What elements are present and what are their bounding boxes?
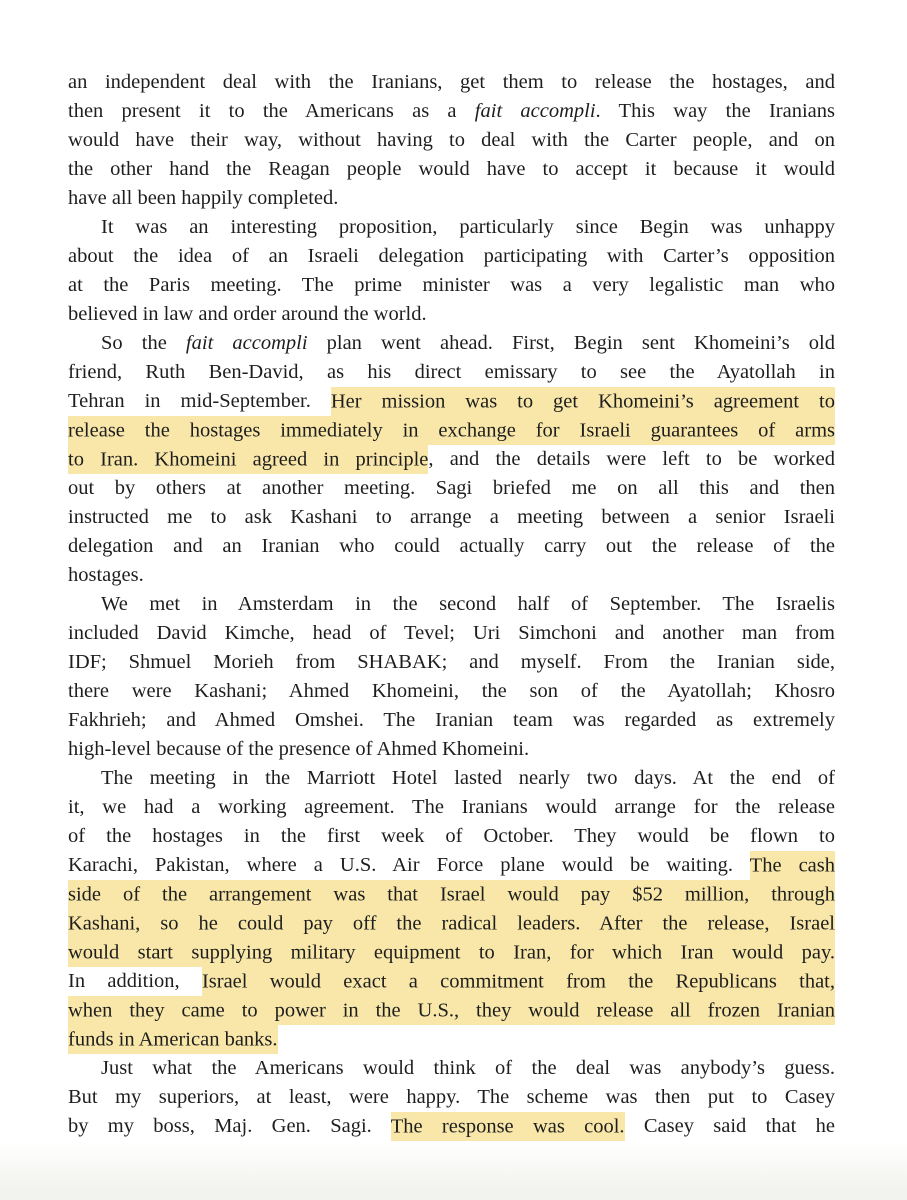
paragraph bbox=[68, 590, 835, 764]
text-line bbox=[68, 1112, 835, 1141]
highlighted-text: Israel would exact a commitment from the Republicans that, bbox=[202, 967, 835, 996]
text-line bbox=[68, 126, 835, 155]
text-line bbox=[68, 503, 835, 532]
text-line bbox=[68, 387, 835, 416]
text-segment: at the Paris meeting. The prime minister was a very legalistic man who bbox=[68, 274, 835, 296]
text-line bbox=[68, 909, 835, 938]
text-segment: Tehran in mid-September. bbox=[68, 390, 331, 412]
text-line bbox=[68, 764, 835, 793]
text-line bbox=[68, 677, 835, 706]
text-segment: We met in Amsterdam in the second half of September. The Israelis bbox=[101, 593, 835, 615]
text-segment: Karachi, Pakistan, where a U.S. Air Force plane would be waiting. bbox=[68, 854, 750, 876]
text-segment: delegation and an Iranian who could actually carry out the release of the bbox=[68, 535, 835, 557]
text-segment: IDF; Shmuel Morieh from SHABAK; and myself. From the Iranian side, bbox=[68, 651, 835, 673]
text-line bbox=[68, 329, 835, 358]
paragraph bbox=[68, 68, 835, 213]
text-segment: high-level because of the presence of Ahmed Khomeini. bbox=[68, 738, 530, 760]
text-line bbox=[68, 793, 835, 822]
highlighted-text: release the hostages immediately in exchange for Israeli guarantees of arms bbox=[68, 416, 835, 445]
paragraph bbox=[68, 329, 835, 590]
highlighted-text: The response was cool. bbox=[391, 1112, 625, 1141]
text-segment: So the bbox=[101, 332, 186, 354]
text-segment: Fakhrieh; and Ahmed Omshei. The Iranian team was regarded as extremely bbox=[68, 709, 835, 731]
highlighted-text: The cash bbox=[750, 851, 835, 880]
text-line bbox=[68, 561, 835, 590]
text-line bbox=[68, 358, 835, 387]
text-segment: hostages. bbox=[68, 564, 144, 586]
text-line bbox=[68, 155, 835, 184]
text-line bbox=[68, 938, 835, 967]
highlighted-text: to Iran. Khomeini agreed in principle bbox=[68, 445, 428, 474]
text-line bbox=[68, 416, 835, 445]
text-segment: have all been happily completed. bbox=[68, 187, 339, 209]
text-line bbox=[68, 1083, 835, 1112]
text-segment: The meeting in the Marriott Hotel lasted nearly two days. At the end of bbox=[101, 767, 835, 789]
text-segment: believed in law and order around the world. bbox=[68, 303, 427, 325]
highlighted-text: side of the arrangement was that Israel would pay $52 million, through bbox=[68, 880, 835, 909]
text-segment: Casey said that he bbox=[624, 1115, 835, 1137]
text-line bbox=[68, 619, 835, 648]
text-segment: In addition, bbox=[68, 970, 202, 992]
text-line bbox=[68, 735, 835, 764]
text-line bbox=[68, 242, 835, 271]
text-line bbox=[68, 445, 835, 474]
text-segment: it, we had a working agreement. The Iranians would arrange for the release bbox=[68, 796, 835, 818]
highlighted-text: when they came to power in the U.S., they would release all frozen Iranian bbox=[68, 996, 835, 1025]
text-segment: included David Kimche, head of Tevel; Uri Simchoni and another man from bbox=[68, 622, 835, 644]
text-line bbox=[68, 1054, 835, 1083]
page-scan-shadow bbox=[0, 1142, 907, 1200]
text-segment: But my superiors, at least, were happy. The scheme was then put to Casey bbox=[68, 1086, 835, 1108]
text-segment: about the idea of an Israeli delegation participating with Carter’s opposition bbox=[68, 245, 835, 267]
text-line bbox=[68, 213, 835, 242]
page-text bbox=[68, 68, 835, 1141]
text-segment: It was an interesting proposition, particularly since Begin was unhappy bbox=[101, 216, 835, 238]
text-line bbox=[68, 648, 835, 677]
paragraph bbox=[68, 213, 835, 329]
text-line bbox=[68, 1025, 835, 1054]
highlighted-text: Kashani, so he could pay off the radical leaders. After the release, Israel bbox=[68, 909, 835, 938]
text-line bbox=[68, 271, 835, 300]
text-segment: out by others at another meeting. Sagi briefed me on all this and then bbox=[68, 477, 835, 499]
text-segment: . This way the Iranians bbox=[595, 100, 835, 122]
text-segment: plan went ahead. First, Begin sent Khomeini’s old bbox=[307, 332, 835, 354]
text-line bbox=[68, 68, 835, 97]
text-line bbox=[68, 532, 835, 561]
text-segment: instructed me to ask Kashani to arrange a meeting between a senior Israeli bbox=[68, 506, 835, 528]
text-segment: of the hostages in the first week of October. They would be flown to bbox=[68, 825, 835, 847]
text-line bbox=[68, 996, 835, 1025]
text-segment: by my boss, Maj. Gen. Sagi. bbox=[68, 1115, 391, 1137]
italic-text: fait accompli bbox=[474, 100, 596, 122]
text-segment: , and the details were left to be worked bbox=[428, 448, 835, 470]
text-segment: then present it to the Americans as a bbox=[68, 100, 475, 122]
text-line bbox=[68, 590, 835, 619]
text-line bbox=[68, 967, 835, 996]
text-line bbox=[68, 706, 835, 735]
text-segment: an independent deal with the Iranians, get them to release the hostages, and bbox=[68, 71, 835, 93]
text-segment: would have their way, without having to deal with the Carter people, and on bbox=[68, 129, 835, 151]
text-line bbox=[68, 880, 835, 909]
text-line bbox=[68, 474, 835, 503]
paragraph bbox=[68, 764, 835, 1054]
paragraph bbox=[68, 1054, 835, 1141]
text-line bbox=[68, 97, 835, 126]
text-line bbox=[68, 851, 835, 880]
text-segment: friend, Ruth Ben-David, as his direct emissary to see the Ayatollah in bbox=[68, 361, 835, 383]
text-line bbox=[68, 822, 835, 851]
text-segment: the other hand the Reagan people would have to accept it because it would bbox=[68, 158, 835, 180]
italic-text: fait accompli bbox=[185, 332, 308, 354]
text-segment: Just what the Americans would think of the deal was anybody’s guess. bbox=[101, 1057, 835, 1079]
text-line bbox=[68, 300, 835, 329]
highlighted-text: funds in American banks. bbox=[68, 1025, 278, 1054]
highlighted-text: would start supplying military equipment to Iran, for which Iran would pay. bbox=[68, 938, 835, 967]
text-line bbox=[68, 184, 835, 213]
text-segment: there were Kashani; Ahmed Khomeini, the son of the Ayatollah; Khosro bbox=[68, 680, 835, 702]
highlighted-text: Her mission was to get Khomeini’s agreement to bbox=[331, 387, 835, 416]
